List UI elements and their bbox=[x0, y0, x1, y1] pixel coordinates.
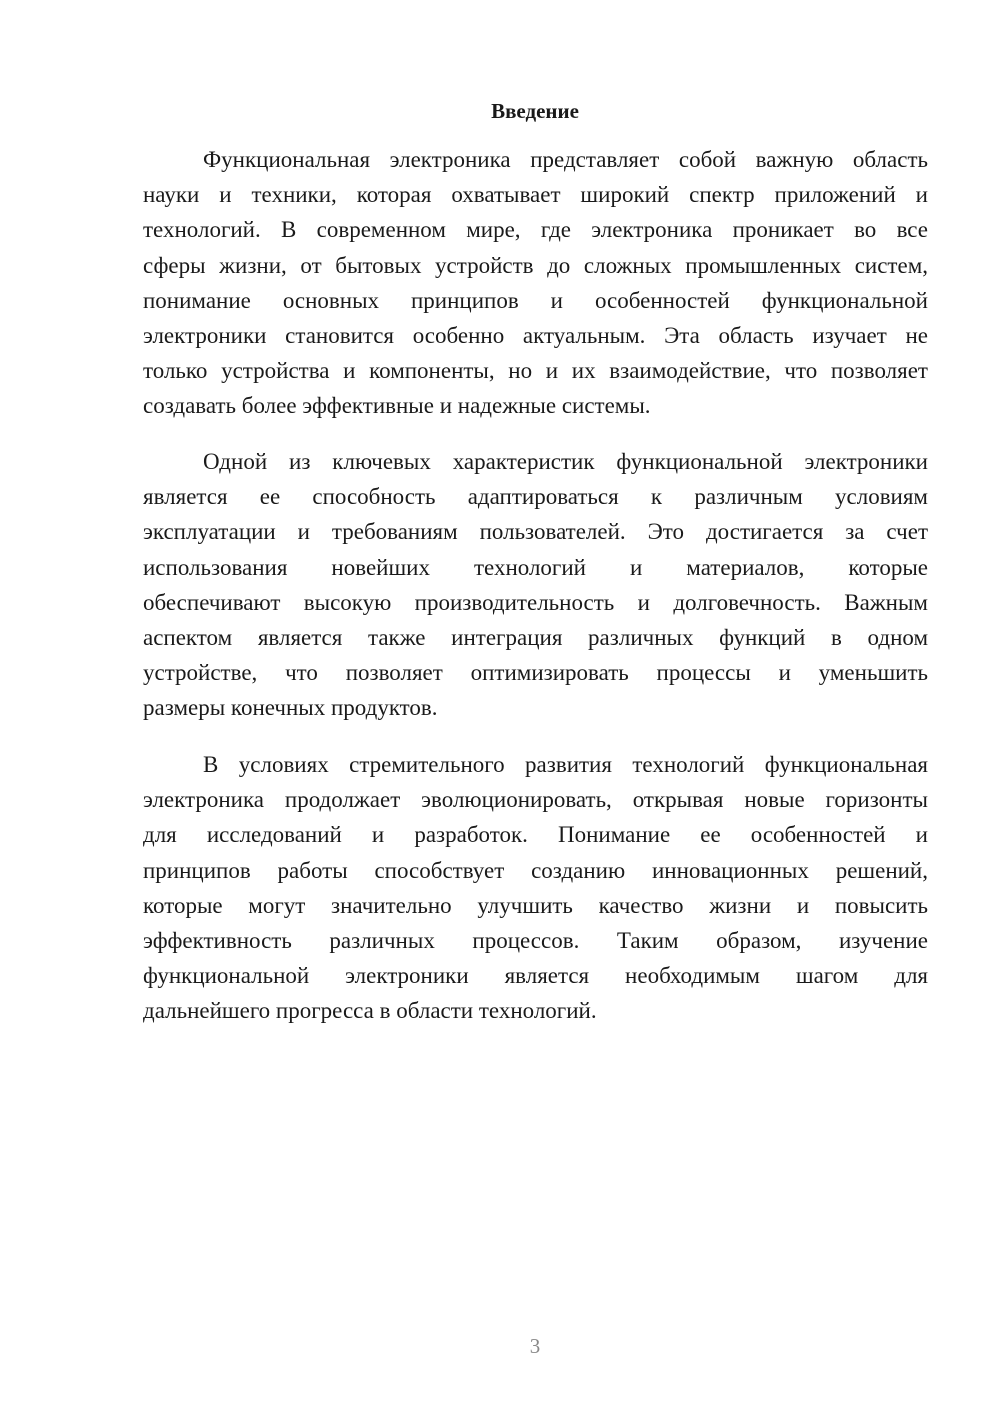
text-line bbox=[143, 993, 928, 1028]
text-line bbox=[143, 888, 928, 923]
text-line bbox=[143, 142, 928, 177]
text-line bbox=[143, 388, 928, 423]
line-text: электроника продолжает эволюционировать, открывая новые горизонты bbox=[143, 787, 928, 813]
line-text: науки и техники, которая охватывает широкий спектр приложений и bbox=[143, 182, 928, 208]
text-line bbox=[143, 444, 928, 479]
line-text: эффективность различных процессов. Таким образом, изучение bbox=[143, 927, 928, 953]
text-line bbox=[143, 655, 928, 690]
line-text: технологий. В современном мире, где электроника проникает во все bbox=[143, 217, 928, 243]
text-line bbox=[143, 318, 928, 353]
text-line bbox=[143, 817, 928, 852]
paragraph-3 bbox=[143, 747, 928, 1029]
text-line bbox=[143, 283, 928, 318]
text-line bbox=[143, 782, 928, 817]
text-line bbox=[143, 585, 928, 620]
text-line bbox=[143, 690, 928, 725]
text-line bbox=[143, 353, 928, 388]
line-text: размеры конечных продуктов. bbox=[143, 695, 438, 721]
line-text: эксплуатации и требованиям пользователей. Это достигается за счет bbox=[143, 519, 928, 545]
line-text: которые могут значительно улучшить качество жизни и повысить bbox=[143, 892, 928, 918]
section-title: Введение bbox=[491, 99, 579, 123]
text-line bbox=[143, 479, 928, 514]
text-line bbox=[143, 514, 928, 549]
line-text: аспектом является также интеграция различных функций в одном bbox=[143, 624, 928, 650]
line-text: для исследований и разработок. Понимание ее особенностей и bbox=[143, 822, 928, 848]
text-line bbox=[143, 620, 928, 655]
paragraph-1 bbox=[143, 142, 928, 424]
text-line bbox=[143, 747, 928, 782]
text-line bbox=[143, 853, 928, 888]
paragraph-2 bbox=[143, 444, 928, 726]
line-text: Одной из ключевых характеристик функциональной электроники bbox=[203, 449, 928, 474]
line-text: обеспечивают высокую производительность и долговечность. Важным bbox=[143, 589, 928, 615]
text-line bbox=[143, 550, 928, 585]
line-text: принципов работы способствует созданию инновационных решений, bbox=[143, 857, 928, 883]
text-line bbox=[143, 958, 928, 993]
line-text: только устройства и компоненты, но и их взаимодействие, что позволяет bbox=[143, 358, 928, 384]
text-line bbox=[143, 177, 928, 212]
line-text: сферы жизни, от бытовых устройств до сложных промышленных систем, bbox=[143, 252, 928, 278]
page-number: 3 bbox=[529, 1334, 541, 1358]
line-text: является ее способность адаптироваться к различным условиям bbox=[143, 484, 928, 510]
line-text: Функциональная электроника представляет собой важную область bbox=[203, 147, 928, 172]
line-text: В условиях стремительного развития технологий функциональная bbox=[203, 752, 928, 777]
text-line bbox=[143, 248, 928, 283]
line-text: устройстве, что позволяет оптимизировать процессы и уменьшить bbox=[143, 660, 928, 686]
line-text: использования новейших технологий и материалов, которые bbox=[143, 554, 928, 580]
line-text: понимание основных принципов и особенностей функциональной bbox=[143, 287, 928, 313]
line-text: дальнейшего прогресса в области технологий. bbox=[143, 998, 597, 1024]
text-line bbox=[143, 212, 928, 247]
text-line bbox=[143, 923, 928, 958]
line-text: электроники становится особенно актуальным. Эта область изучает не bbox=[143, 322, 928, 348]
line-text: функциональной электроники является необходимым шагом для bbox=[143, 963, 928, 989]
line-text: создавать более эффективные и надежные системы. bbox=[143, 393, 651, 419]
